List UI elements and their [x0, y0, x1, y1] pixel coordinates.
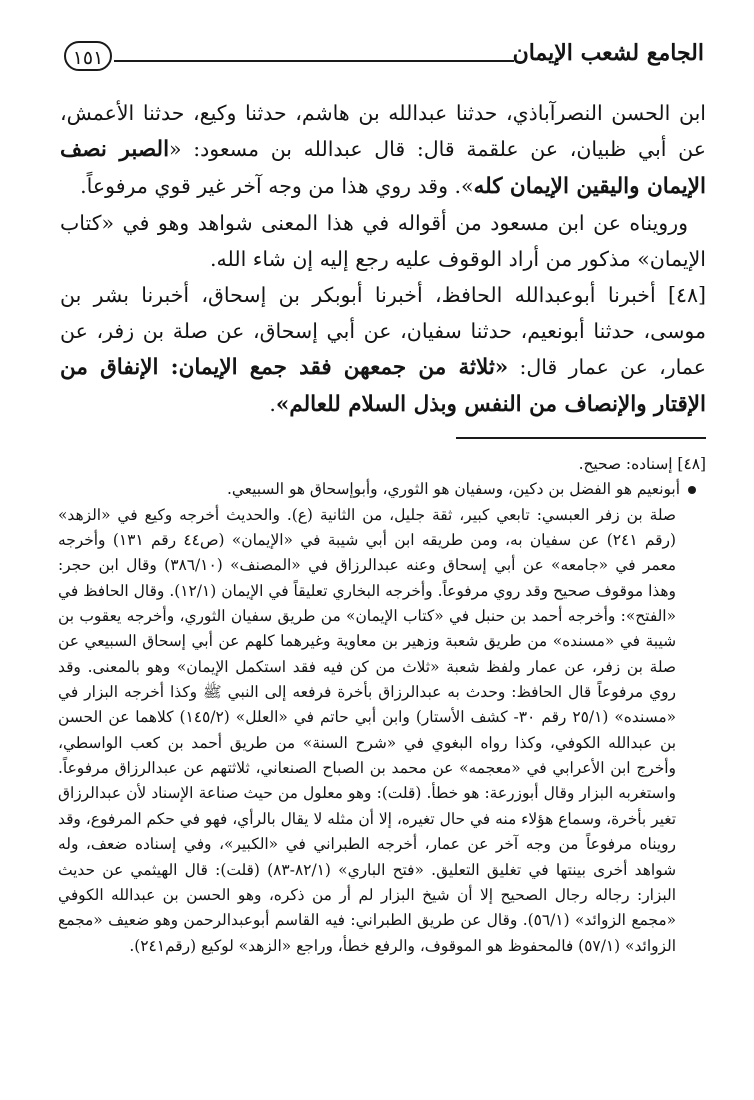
footnotes [58, 452, 706, 959]
paragraph-2: ورويناه عن ابن مسعود من أقواله في هذا المعنى شواهد وهو في «كتاب الإيمان» مذكور من أراد الوقوف عليه رجع إليه إن شاء الله. [60, 211, 706, 271]
paragraph-3-text-b: . [269, 392, 276, 416]
running-title: الجامع لشعب الإيمان [512, 40, 704, 66]
footnote-heading: [٤٨] إسناده: صحيح. [578, 455, 706, 473]
paragraph-1-text-b: ». وقد روي هذا من وجه آخر غير قوي مرفوعاً. [80, 174, 474, 198]
footnote-rule [456, 437, 706, 439]
paragraph-3 [60, 277, 706, 423]
footnote-bullet [58, 477, 706, 502]
header-rule [114, 60, 514, 62]
page-header [64, 38, 704, 78]
main-text [60, 95, 706, 423]
paragraph-1-text-a: ابن الحسن النصرآباذي، حدثنا عبدالله بن هاشم، حدثنا وكيع، حدثنا الأعمش، عن أبي ظبيان، عن علقمة قال: قال عبدالله بن مسعود: « [60, 101, 707, 161]
bullet-icon [688, 486, 696, 494]
footnote-body: صلة بن زفر العبسي: تابعي كبير، ثقة جليل، من الثانية (ع). والحديث أخرجه وكيع في «الزهد» (رقم ٢٤١) عن سفيان به، ومن طريقه ابن أبي شيبة في «الإيمان» (ص٤٤ رقم ١٣١) وأخرجه معمر في «جامعه» عن أبي إسحاق وعنه عبدالرزاق في «المصنف» (٣٨٦/١٠) وقال ابن حجر: وهذا موقوف صحيح وقد روي مرفوعاً. وأخرجه البخاري تعليقاً في الإيمان (١٢/١). وقال الحافظ في «الفتح»: وأخرجه أحمد بن حنبل في «كتاب الإيمان» من طريق سفيان الثوري، وأخرجه يعقوب بن شيبة في «مسنده» من طريق شعبة وزهير بن معاوية وغيرهما كلهم عن أبي إسحاق السبيعي عن صلة بن زفر، عن عمار ولفظ شعبة «ثلاث من كن فيه فقد استكمل الإيمان» وهو بالمعنى. وقد روي مرفوعاً قال الحافظ: وحدث به عبدالرزاق بأخرة فرفعه إلى النبي ﷺ وكذا أخرجه البزار في «مسنده» (٢٥/١ رقم ٣٠- كشف الأستار) وابن أبي حاتم في «العلل» (١٤٥/٢) كلاهما عن الحسن بن عبدالله الكوفي، وكذا رواه البغوي في «شرح السنة» من طريق أحمد بن كعب الواسطي، وأخرج ابن الأعرابي في «معجمه» عن محمد بن الصباح الصنعاني، ثلاثتهم عن عبدالرزاق مرفوعاً. واستغربه البزار وقال أبوزرعة: هو خطأ. (قلت): وهو معلول من حيث صناعة الإسناد لأن عبدالرزاق تغير بأخرة، وسماع هؤلاء منه في حال تغيره، إلا أن مثله لا يقال بالرأي، فهو في حكم المرفوع، وقد رويناه مرفوعاً من وجه آخر عن عمار، أخرجه الطبراني في «الكبير»، وفي إسناده ضعف، وله شواهد أخرى بينتها في تغليق التعليق. «فتح الباري» (٨٢/١-٨٣) (قلت): قال الهيثمي عن حديث البزار: رجاله رجال الصحيح إلا أن شيخ البزار لم أر من ذكره، وهو الحسن بن عبدالله الكوفي «مجمع الزوائد» (٥٦/١). وقال عن طريق الطبراني: فيه القاسم أبوعبدالرحمن وهو ضعيف «مجمع الزوائد» (٥٧/١) فالمحفوظ هو الموقوف، والرفع خطأ، وراجع «الزهد» لوكيع (رقم٢٤١). [58, 505, 677, 955]
paragraph-3-text-a: [٤٨] أخبرنا أبوعبدالله الحافظ، أخبرنا أبوبكر بن إسحاق، أخبرنا بشر بن موسى، حدثنا أبونعيم، حدثنا سفيان، عن أبي إسحاق، عن صلة بن زفر، عن عمار، عن عمار قال: [60, 283, 706, 379]
footnote-bullet-text: أبونعيم هو الفضل بن دكين، وسفيان هو الثوري، وأبوإسحاق هو السبيعي. [226, 480, 680, 499]
paragraph-3-quote: «ثلاثة من جمعهن فقد جمع الإيمان: الإنفاق من الإقتار والإنصاف من النفس وبذل السلام للعالم» [60, 355, 706, 417]
page-number: ١٥١ [64, 41, 112, 71]
paragraph-1-quote: الصبر نصف الإيمان واليقين الإيمان كله [60, 137, 706, 199]
paragraph-1 [60, 95, 706, 205]
